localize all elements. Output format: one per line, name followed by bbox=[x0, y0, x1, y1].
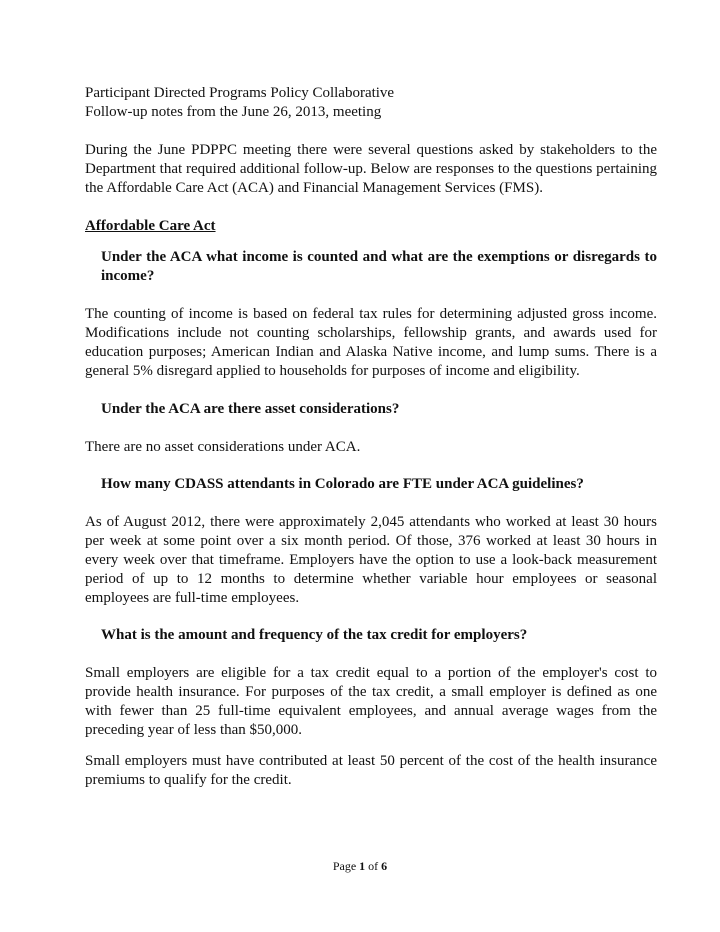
answer-3: As of August 2012, there were approximately 2,045 attendants who worked at least 30 hours per week at some point over a six month period. Of those, 376 worked at least 30 hours in every week over that timeframe. Employers have the option to use a look-back measurement period of up to 12 months to determine whether variable hour employees or seasonal employees are full-time employees. bbox=[85, 514, 657, 606]
section-heading: Affordable Care Act bbox=[85, 218, 216, 234]
question-1: Under the ACA what income is counted and what are the exemptions or disregards to income? bbox=[101, 249, 657, 284]
answer-4b: Small employers must have contributed at least 50 percent of the cost of the health insurance premiums to qualify for the credit. bbox=[85, 753, 657, 788]
header-title: Participant Directed Programs Policy Collaborative bbox=[85, 85, 395, 101]
question-4: What is the amount and frequency of the tax credit for employers? bbox=[101, 627, 528, 643]
document-header bbox=[85, 84, 657, 122]
question-3: How many CDASS attendants in Colorado are FTE under ACA guidelines? bbox=[101, 476, 584, 492]
intro-paragraph: During the June PDPPC meeting there were several questions asked by stakeholders to the Department that required additional follow-up. Below are responses to the questions pertaining the Affordable Care Act (ACA) and Financial Management Services (FMS). bbox=[85, 142, 657, 196]
footer-page-number: 1 bbox=[359, 859, 366, 873]
answer-1: The counting of income is based on federal tax rules for determining adjusted gross income. Modifications include not counting scholarships, fellowship grants, and awards used for education purposes; American Indian and Alaska Native income, and lump sums. There is a general 5% disregard applied to households for purposes of income and eligibility. bbox=[85, 306, 657, 379]
answer-2: There are no asset considerations under ACA. bbox=[85, 439, 361, 455]
page-footer bbox=[0, 859, 720, 873]
answer-4a: Small employers are eligible for a tax credit equal to a portion of the employer's cost to provide health insurance. For purposes of the tax credit, a small employer is defined as one with fewer than 25 full-time equivalent employees, and annual average wages from the preceding year of less than $50,000. bbox=[85, 665, 657, 738]
footer-page-word: Page bbox=[332, 859, 357, 873]
footer-page-total: 6 bbox=[381, 859, 388, 873]
question-2: Under the ACA are there asset considerations? bbox=[101, 401, 400, 417]
header-subtitle: Follow-up notes from the June 26, 2013, meeting bbox=[85, 104, 382, 120]
document-page bbox=[85, 84, 657, 790]
footer-of-word: of bbox=[368, 859, 379, 873]
